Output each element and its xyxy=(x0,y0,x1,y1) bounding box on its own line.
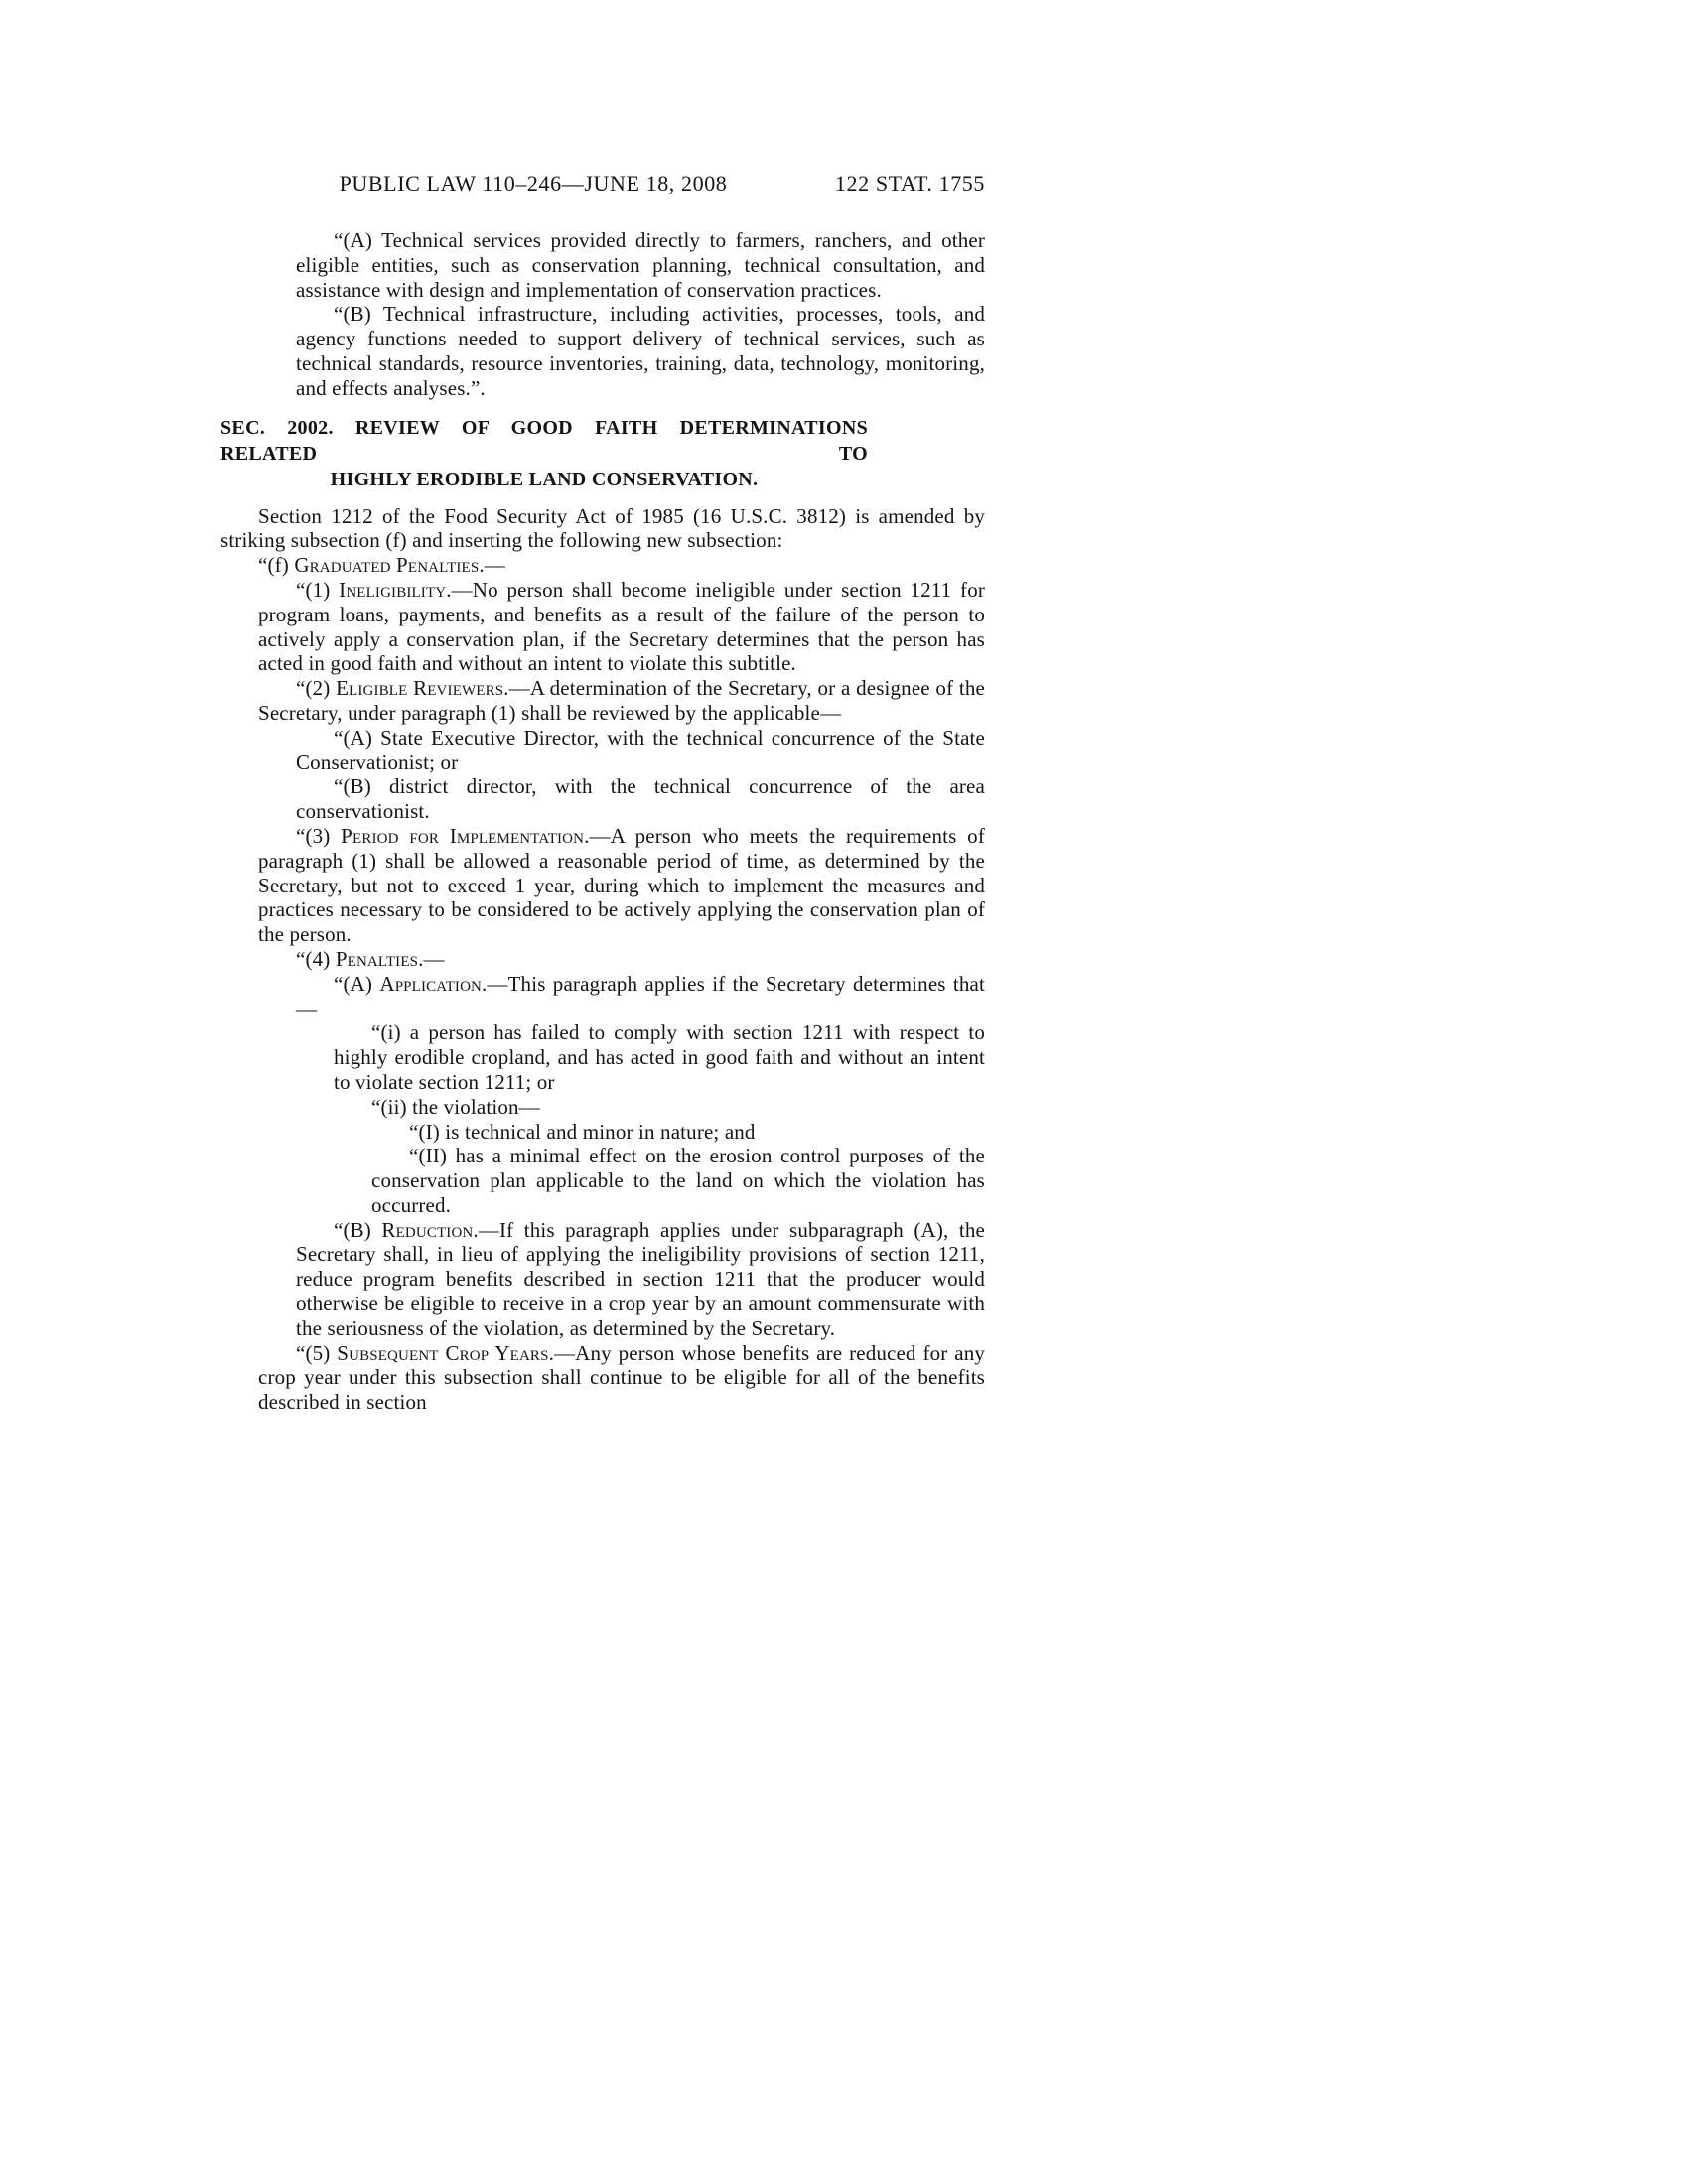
section-heading-line: SEC. 2002. REVIEW OF GOOD FAITH DETERMINATIONS RELATED TO xyxy=(220,416,868,465)
para-4B-reduction xyxy=(296,1218,985,1341)
section-2002-heading xyxy=(220,415,868,492)
text-run: “(I) is technical and minor in nature; and xyxy=(409,1119,756,1144)
text-run: “(i) a person has failed to comply with section 1211 with respect to highly erodible cropland, and has acted in good faith and without an intent to violate section 1211; or xyxy=(334,1021,985,1094)
text-run: .—No person shall become ineligible under section 1211 for program loans, payments, and benefits as a result of the failure of the person to actively apply a conservation plan, if the Secretary determines that the person has acted in good faith and without an intent to violate this subtitle. xyxy=(258,577,985,676)
para-f-graduated-penalties xyxy=(220,553,985,578)
text-run: “(2) xyxy=(296,676,337,701)
text-run: “(A) xyxy=(334,971,380,996)
text-run: “(A) Technical services provided directly to farmers, ranchers, and other eligible entities, such as conservation planning, technical consultation, and assistance with design and implementation of conservation practices. xyxy=(296,228,985,302)
para-4-penalties xyxy=(258,947,985,972)
text-run: .— xyxy=(479,553,505,578)
text-run: “(f) xyxy=(258,553,295,578)
text-run: “(3) xyxy=(296,823,342,848)
para-B-technical-infrastructure xyxy=(296,302,985,400)
text-run: “(1) xyxy=(296,577,340,602)
small-caps-text: Subsequent Crop Years xyxy=(337,1340,549,1365)
small-caps-text: Period for Implementation xyxy=(341,823,585,848)
law-title: PUBLIC LAW 110–246—JUNE 18, 2008 xyxy=(339,171,728,196)
para-2B-district-director xyxy=(296,774,985,824)
small-caps-text: Ineligibility xyxy=(339,577,447,602)
para-4A-ii-I xyxy=(371,1120,985,1145)
text-run: Section 1212 of the Food Security Act of 1985 (16 U.S.C. 3812) is amended by striking subsection (f) and inserting the following new subsection: xyxy=(220,503,985,553)
text-column xyxy=(220,171,985,1415)
small-caps-text: Reduction xyxy=(381,1217,474,1242)
text-run: “(B) district director, with the technical concurrence of the area conservationist. xyxy=(296,774,985,824)
para-4A-ii xyxy=(334,1095,985,1120)
text-run: .—This paragraph applies if the Secretary determines that— xyxy=(296,971,985,1021)
para-5-subsequent-crop-years xyxy=(258,1341,985,1415)
text-run: .— xyxy=(418,946,445,971)
para-4A-i xyxy=(334,1021,985,1094)
page-header xyxy=(220,171,985,199)
text-run: “(B) xyxy=(334,1217,382,1242)
text-run: .—If this paragraph applies under subparagraph (A), the Secretary shall, in lieu of applying the ineligibility provisions of section 1211, reduce program benefits described in section 1211 that the producer would otherwise be eligible to receive in a crop year by an amount commensurate with the seriousness of the violation, as determined by the Secretary. xyxy=(296,1217,985,1340)
para-2A-state-executive-director xyxy=(296,726,985,775)
text-run: “(ii) the violation— xyxy=(371,1094,540,1119)
document-body xyxy=(220,228,985,1415)
small-caps-text: Application xyxy=(379,971,483,996)
small-caps-text: Graduated Penalties xyxy=(294,553,480,578)
para-2-eligible-reviewers xyxy=(258,676,985,726)
small-caps-text: Penalties xyxy=(335,946,419,971)
text-run: .—A determination of the Secretary, or a designee of the Secretary, under paragraph (1) shall be reviewed by the applicable— xyxy=(258,676,985,725)
text-run: “(4) xyxy=(296,946,336,971)
stat-page-number: 122 STAT. 1755 xyxy=(834,171,985,196)
text-run: “(5) xyxy=(296,1340,338,1365)
para-3-period-for-implementation xyxy=(258,824,985,947)
text-run: “(B) Technical infrastructure, including activities, processes, tools, and agency functions needed to support delivery of technical services, such as technical standards, resource inventories, training, data, technology, monitoring, and effects analyses.”. xyxy=(296,302,985,400)
text-run: .—A person who meets the requirements of paragraph (1) shall be allowed a reasonable period of time, as determined by the Secretary, but not to exceed 1 year, during which to implement the measures and practices necessary to be considered to be actively applying the conservation plan of the person. xyxy=(258,823,985,947)
text-run: “(II) has a minimal effect on the erosion control purposes of the conservation plan applicable to the land on which the violation has occurred. xyxy=(371,1144,985,1217)
section-heading-line: HIGHLY ERODIBLE LAND CONSERVATION. xyxy=(330,468,759,490)
para-4A-application xyxy=(296,972,985,1022)
para-1-ineligibility xyxy=(258,578,985,676)
small-caps-text: Eligible Reviewers xyxy=(336,676,504,701)
text-run: .—Any person whose benefits are reduced for any crop year under this subsection shall continue to be eligible for all of the benefits described in section xyxy=(258,1340,985,1415)
text-run: “(A) State Executive Director, with the technical concurrence of the State Conservationist; or xyxy=(296,725,985,774)
para-A-technical-services xyxy=(296,228,985,302)
para-4A-ii-II xyxy=(371,1144,985,1217)
para-amendment-intro xyxy=(220,504,985,554)
